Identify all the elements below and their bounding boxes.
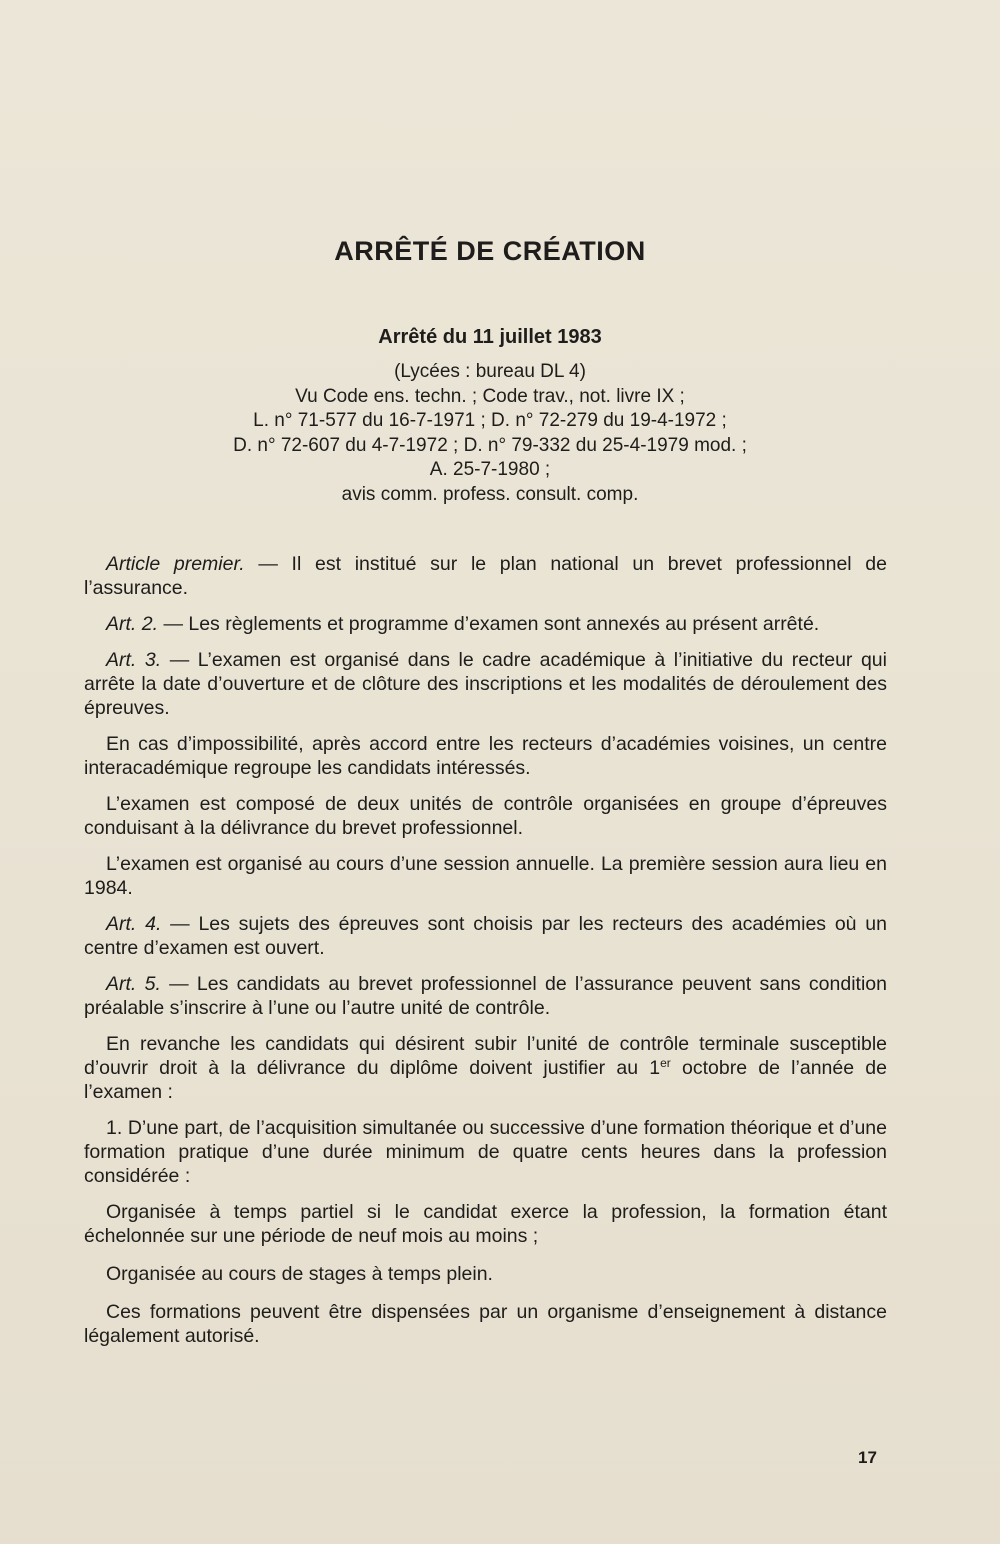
- article-label: Art. 2.: [106, 613, 159, 635]
- article-label: Art. 4.: [106, 913, 162, 935]
- article-label: Article premier.: [106, 553, 245, 575]
- body-paragraph: [84, 1032, 887, 1104]
- body-paragraph: L’examen est organisé au cours d’une session annuelle. La première session aura lieu en 1984.: [84, 853, 887, 899]
- reference-line: avis comm. profess. consult. comp.: [341, 483, 639, 505]
- paragraph-text: En revanche les candidats qui désirent subir l’unité de contrôle terminale susceptible d’ouvrir droit à la délivrance du diplôme doivent justifier au 1: [84, 1033, 887, 1079]
- reference-line: (Lycées : bureau DL 4): [394, 361, 586, 382]
- reference-line: A. 25-7-1980 ;: [429, 459, 551, 480]
- article-paragraph: [84, 612, 887, 636]
- article-label: Art. 5.: [106, 973, 161, 995]
- document-title: ARRÊTÉ DE CRÉATION: [334, 236, 646, 266]
- article-text: — Les sujets des épreuves sont choisis par les recteurs des académies où un centre d’examen est ouvert.: [84, 913, 887, 959]
- body-paragraph: En cas d’impossibilité, après accord entre les recteurs d’académies voisines, un centre interacadémique regroupe les candidats intéressés.: [84, 733, 887, 779]
- ordinal-superscript: er: [660, 1056, 671, 1070]
- decree-date-heading: Arrêté du 11 juillet 1983: [378, 326, 602, 348]
- body-paragraph: L’examen est composé de deux unités de contrôle organisées en groupe d’épreuves conduisant à la délivrance du brevet professionnel.: [84, 793, 887, 839]
- article-paragraph: [84, 648, 887, 720]
- paragraph-text: octobre de l’année de l’examen :: [84, 1057, 887, 1103]
- reference-line: Vu Code ens. techn. ; Code trav., not. livre IX ;: [295, 385, 685, 407]
- article-paragraph: [84, 912, 887, 960]
- body-paragraph: Ces formations peuvent être dispensées par un organisme d’enseignement à distance légalement autorisé.: [84, 1301, 887, 1347]
- legal-references: [0, 360, 980, 507]
- article-text: — L’examen est organisé dans le cadre académique à l’initiative du recteur qui arrête la date d’ouverture et de clôture des inscriptions et les modalités de déroulement des épreuves.: [84, 649, 887, 719]
- page-number: 17: [858, 1448, 877, 1467]
- body-paragraph: Organisée à temps partiel si le candidat exerce la profession, la formation étant échelonnée sur une période de neuf mois au moins ;: [84, 1201, 887, 1247]
- body-paragraph: Organisée au cours de stages à temps plein.: [106, 1263, 493, 1285]
- reference-line: L. n° 71-577 du 16-7-1971 ; D. n° 72-279 du 19-4-1972 ;: [253, 410, 727, 431]
- article-text: — Les règlements et programme d’examen sont annexés au présent arrêté.: [158, 613, 820, 635]
- article-label: Art. 3.: [106, 649, 162, 671]
- reference-line: D. n° 72-607 du 4-7-1972 ; D. n° 79-332 du 25-4-1979 mod. ;: [233, 434, 747, 456]
- article-paragraph: [84, 552, 887, 600]
- body-paragraph: 1. D’une part, de l’acquisition simultanée ou successive d’une formation théorique et d’une formation pratique d’une durée minimum de quatre cents heures dans la profession considérée :: [84, 1117, 887, 1187]
- article-paragraph: [84, 972, 887, 1020]
- decree-body: [84, 552, 887, 1360]
- article-text: — Les candidats au brevet professionnel de l’assurance peuvent sans condition préalable s’inscrire à l’une ou l’autre unité de contrôle.: [84, 973, 887, 1019]
- article-text: — Il est institué sur le plan national un brevet professionnel de l’assurance.: [84, 553, 887, 599]
